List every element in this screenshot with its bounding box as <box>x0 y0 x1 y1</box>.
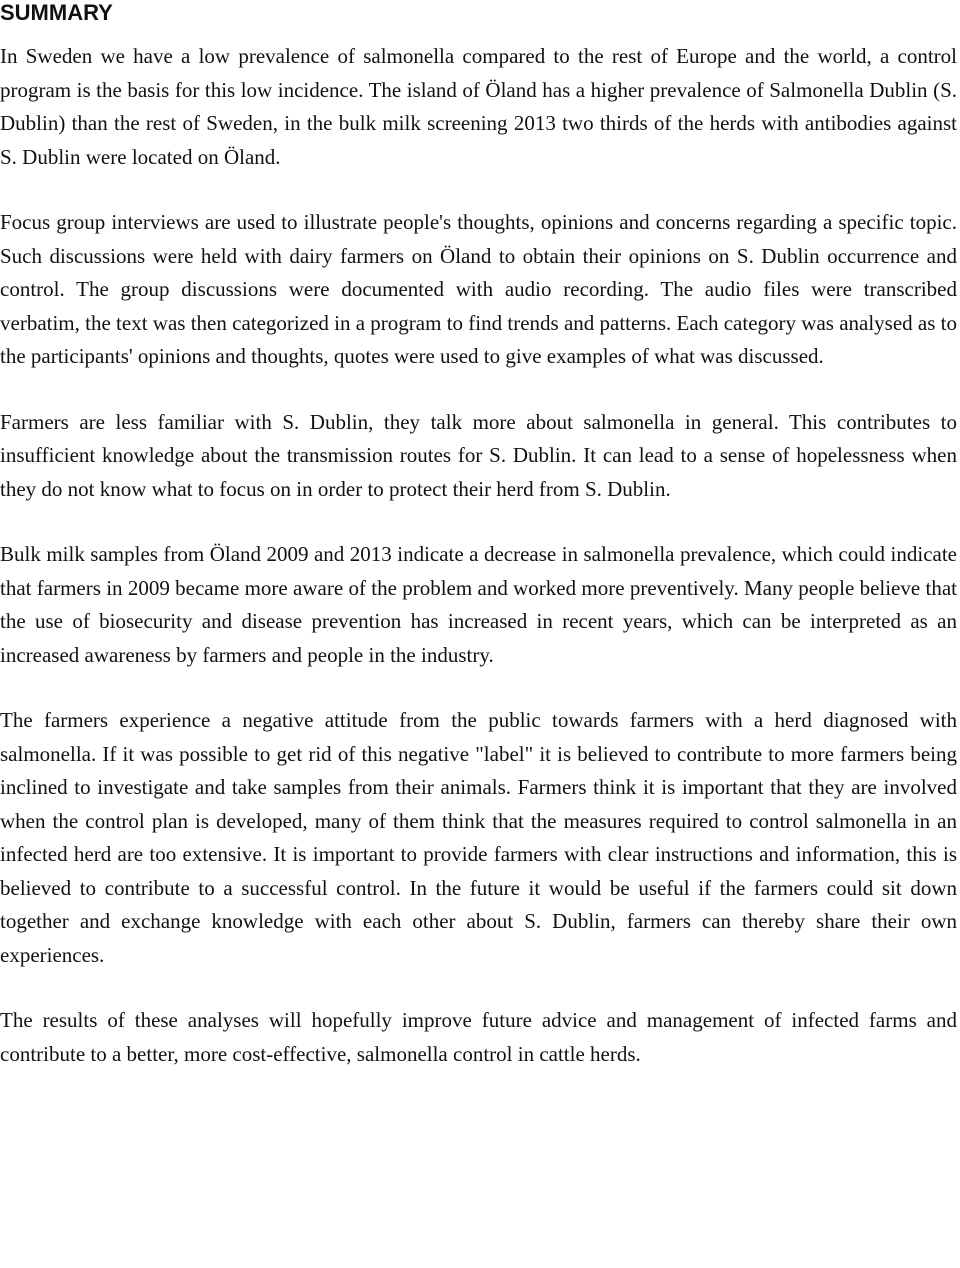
paragraph-bulk-milk: Bulk milk samples from Öland 2009 and 2013 indicate a decrease in salmonella prevalence, which could indicate that farmers in 2009 became more aware of the problem and worked more preventively. Many people believe that the use of biosecurity and disease prevention has increased in recent years, which can be interpreted as an increased awareness by farmers and people in the industry. <box>0 542 957 667</box>
paragraph-negative-attitude: The farmers experience a negative attitude from the public towards farmers with a herd diagnosed with salmonella. If it was possible to get rid of this negative "label" it is believed to contribute to more farmers being inclined to investigate and take samples from their animals. Farmers think it is important that they are involved when the control plan is developed, many of them think that the measures required to control salmonella in an infected herd are too extensive. It is important to provide farmers with clear instructions and information, this is believed to contribute to a successful control. In the future it would be useful if the farmers could sit down together and exchange knowledge with each other about S. Dublin, farmers can thereby share their own experiences. <box>0 708 957 967</box>
paragraph-prevalence: In Sweden we have a low prevalence of salmonella compared to the rest of Europe and the world, a control program is the basis for this low incidence. The island of Öland has a higher prevalence of Salmonella Dublin (S. Dublin) than the rest of Sweden, in the bulk milk screening 2013 two thirds of the herds with antibodies against S. Dublin were located on Öland. <box>0 44 957 169</box>
paragraph-focus-groups: Focus group interviews are used to illustrate people's thoughts, opinions and concerns regarding a specific topic. Such discussions were held with dairy farmers on Öland to obtain their opinions on S. Dublin occurrence and control. The group discussions were documented with audio recording. The audio files were transcribed verbatim, the text was then categorized in a program to find trends and patterns. Each category was analysed as to the participants' opinions and thoughts, quotes were used to give examples of what was discussed. <box>0 210 957 368</box>
summary-heading: SUMMARY <box>0 0 113 25</box>
paragraph-familiarity: Farmers are less familiar with S. Dublin, they talk more about salmonella in general. This contributes to insufficient knowledge about the transmission routes for S. Dublin. It can lead to a sense of hopelessness when they do not know what to focus on in order to protect their herd from S. Dublin. <box>0 409 957 501</box>
paragraph-results: The results of these analyses will hopefully improve future advice and management of infected farms and contribute to a better, more cost-effective, salmonella control in cattle herds. <box>0 1008 957 1066</box>
